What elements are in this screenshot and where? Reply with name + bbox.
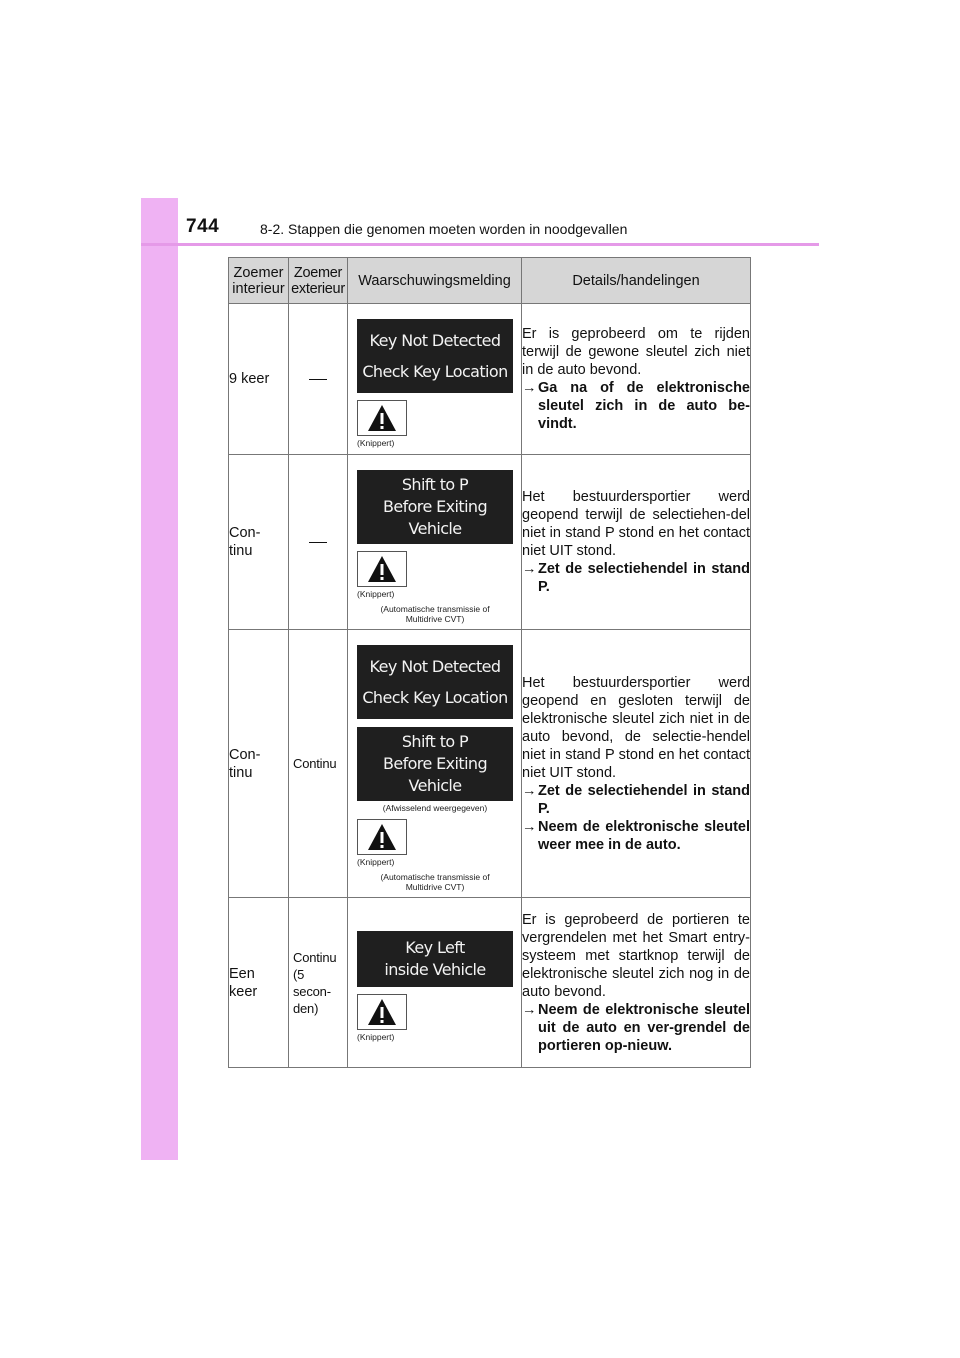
details-cell [522, 455, 751, 630]
flash-label: (Knippert) [357, 1032, 395, 1042]
header-interior-buzzer: Zoemer interieur [229, 258, 289, 304]
exterior-buzzer-cell [289, 455, 348, 630]
details-text: Er is geprobeerd om te rijden terwijl de gewone sleutel zich niet in de auto bevond. [522, 326, 750, 378]
header-exterior-buzzer: Zoemer exterieur [289, 258, 348, 304]
warning-triangle-icon [357, 400, 407, 436]
arrow-icon: → [522, 782, 537, 799]
table-row [229, 455, 751, 630]
action-item: → Ga na of de elektronische sleutel zich in de auto be-vindt. [522, 380, 750, 432]
warning-message-cell [348, 630, 522, 898]
details-cell [522, 304, 751, 455]
exterior-buzzer-cell [289, 304, 348, 455]
interior-buzzer-cell: 9 keer [229, 304, 289, 455]
display-message: Shift to P Before Exiting Vehicle [357, 727, 513, 801]
table-header-row [229, 258, 751, 304]
display-message: Key Left inside Vehicle [357, 931, 513, 987]
action-item: → Zet de selectiehendel in stand P. [522, 782, 750, 817]
arrow-icon: → [522, 818, 537, 835]
warning-triangle-icon [357, 819, 407, 855]
warning-triangle-icon [357, 994, 407, 1030]
flash-label: (Knippert) [357, 589, 395, 599]
exterior-buzzer-cell: Continu [289, 630, 348, 898]
action-item: → Neem de elektronische sleutel weer mee in de auto. [522, 818, 750, 853]
details-text: Er is geprobeerd de portieren te vergrendelen met het Smart entry-systeem met startknop terwijl de elektronische sleutel zich nog in de auto bevond. [522, 911, 750, 1000]
warning-message-cell [348, 455, 522, 630]
arrow-icon: → [522, 380, 537, 396]
table-row [229, 304, 751, 455]
details-cell [522, 630, 751, 898]
warning-message-cell [348, 304, 522, 455]
interior-buzzer-cell: Con- tinu [229, 630, 289, 898]
table-row [229, 630, 751, 898]
dash-mark [309, 379, 327, 380]
dash-mark [309, 542, 327, 543]
warning-message-cell [348, 898, 522, 1068]
header-details: Details/handelingen [522, 258, 751, 304]
display-message: Key Not Detected Check Key Location [357, 645, 513, 719]
alternating-label: (Afwisselend weergegeven) [382, 803, 488, 813]
warning-triangle-icon [357, 551, 407, 587]
transmission-note: (Automatische transmissie of Multidrive CVT) [380, 604, 490, 624]
header-warning-message: Waarschuwingsmelding [348, 258, 522, 304]
section-title: 8-2. Stappen die genomen moeten worden in noodgevallen [260, 221, 628, 237]
chapter-sidebar-tab [141, 198, 178, 1160]
details-cell [522, 898, 751, 1068]
flash-label: (Knippert) [357, 857, 395, 867]
transmission-note: (Automatische transmissie of Multidrive CVT) [380, 872, 490, 892]
arrow-icon: → [522, 1001, 537, 1018]
header-rule [141, 243, 819, 246]
flash-label: (Knippert) [357, 438, 395, 448]
page-number: 744 [186, 216, 220, 237]
arrow-icon: → [522, 561, 537, 577]
interior-buzzer-cell: Een keer [229, 898, 289, 1068]
table-row [229, 898, 751, 1068]
action-item: → Zet de selectiehendel in stand P. [522, 561, 750, 595]
interior-buzzer-cell: Con- tinu [229, 455, 289, 630]
warning-messages-table [228, 257, 751, 1068]
display-message: Shift to P Before Exiting Vehicle [357, 470, 513, 544]
details-text: Het bestuurdersportier werd geopend en gesloten terwijl de elektronische sleutel zich niet in de auto bevond, de selectie-hendel niet in stand P stond en het contact niet UIT stond. [522, 674, 750, 781]
details-text: Het bestuurdersportier werd geopend terwijl de selectiehen-del niet in stand P stond en het contact niet UIT stond. [522, 489, 750, 559]
action-item: → Neem de elektronische sleutel uit de auto en ver-grendel de portieren op-nieuw. [522, 1001, 750, 1054]
display-message: Key Not Detected Check Key Location [357, 319, 513, 393]
exterior-buzzer-cell: Continu (5 secon- den) [289, 898, 348, 1068]
